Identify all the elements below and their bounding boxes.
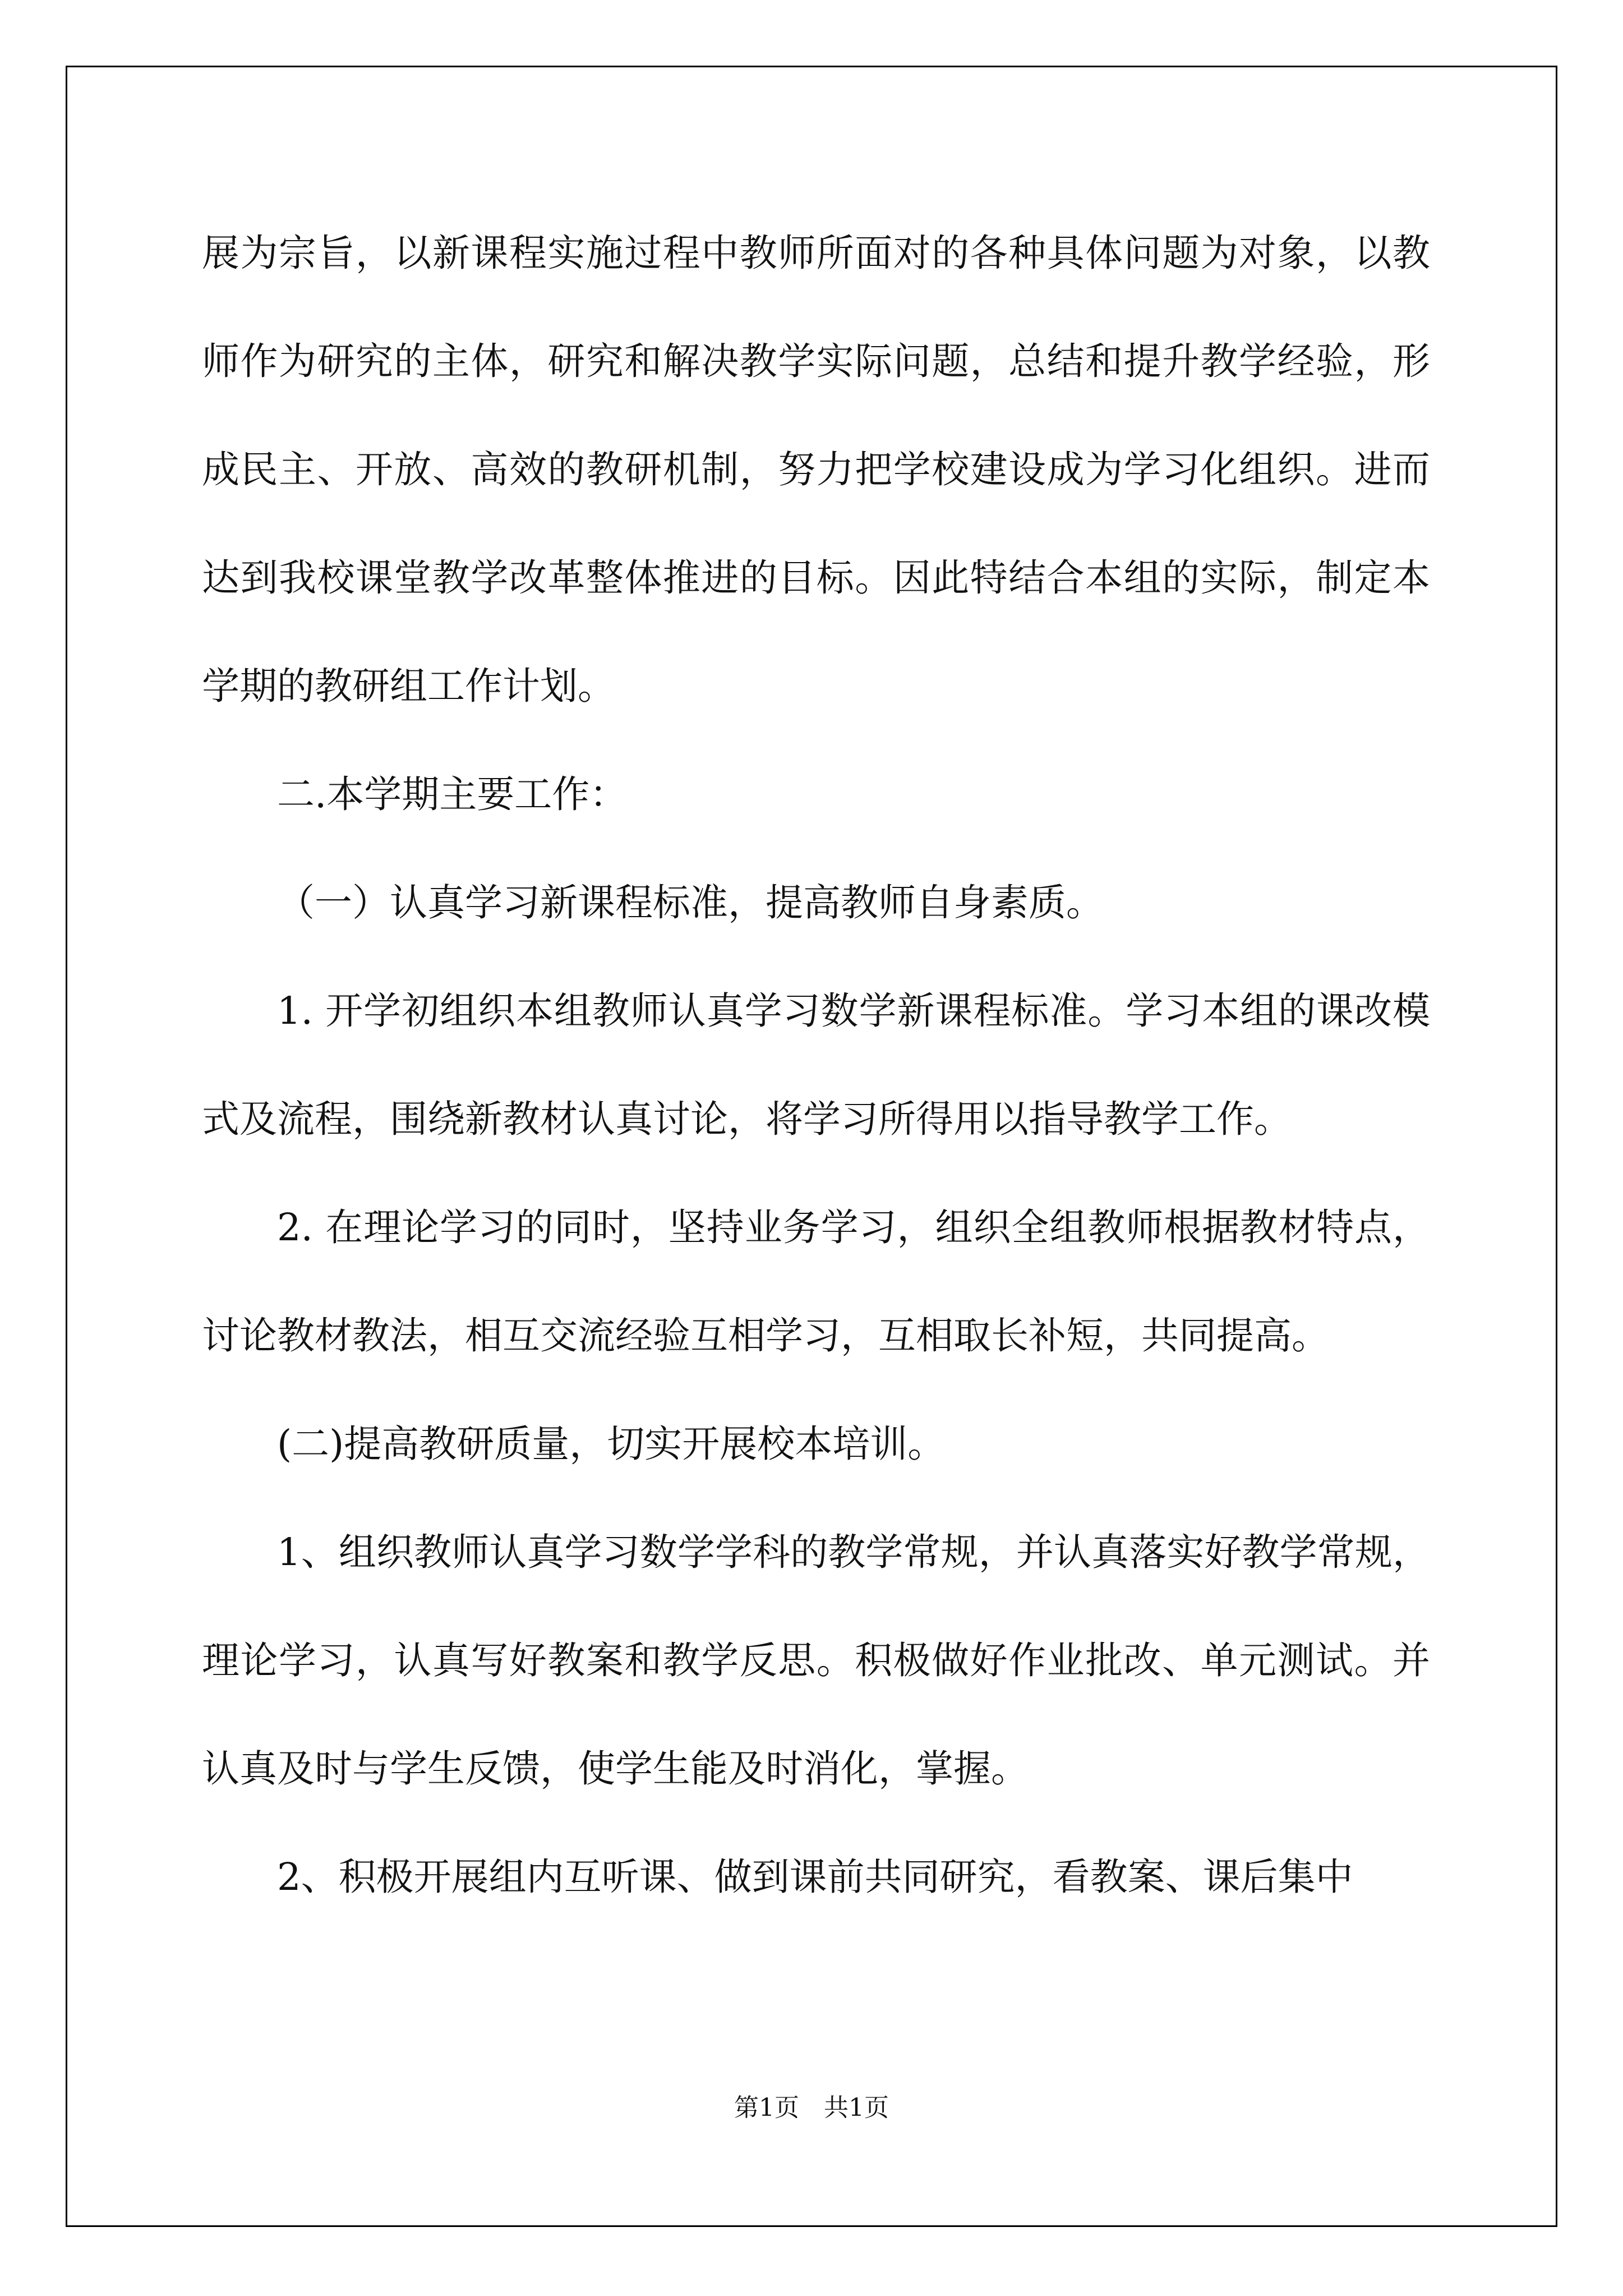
paragraph-7: 1、组织教师认真学习数学学科的教学常规，并认真落实好教学常规，理论学习，认真写好教案和教学反思。积极做好作业批改、单元测试。并认真及时与学生反馈，使学生能及时消化，掌握。 xyxy=(202,1530,1430,1791)
paragraph-5: 2. 在理论学习的同时，坚持业务学习，组织全组教师根据教材特点，讨论教材教法，相互交流经验互相学习，互相取长补短，共同提高。 xyxy=(202,1205,1430,1358)
paragraph-8: 2、积极开展组内互听课、做到课前共同研究，看教案、课后集中 xyxy=(277,1855,1353,1899)
paragraph-6: (二)提高教研质量，切实开展校本培训。 xyxy=(277,1422,946,1466)
paragraph-3: （一）认真学习新课程标准，提高教师自身素质。 xyxy=(277,881,1104,924)
page-total: 共1页 xyxy=(824,2093,889,2122)
page-footer xyxy=(0,2091,1623,2125)
document-body xyxy=(202,199,1430,1931)
paragraph-2: 二.本学期主要工作： xyxy=(277,772,628,816)
paragraph-1: 展为宗旨，以新课程实施过程中教师所面对的各种具体问题为对象，以教师作为研究的主体，研究和解决教学实际问题，总结和提升教学经验，形成民主、开放、高效的教研机制，努力把学校建设成为学习化组织。进而达到我校课堂教学改革整体推进的目标。因此特结合本组的实际，制定本学期的教研组工作计划。 xyxy=(202,231,1430,708)
page-number: 第1页 xyxy=(734,2093,799,2122)
paragraph-4: 1. 开学初组织本组教师认真学习数学新课程标准。学习本组的课改模式及流程，围绕新教材认真讨论，将学习所得用以指导教学工作。 xyxy=(202,989,1430,1141)
